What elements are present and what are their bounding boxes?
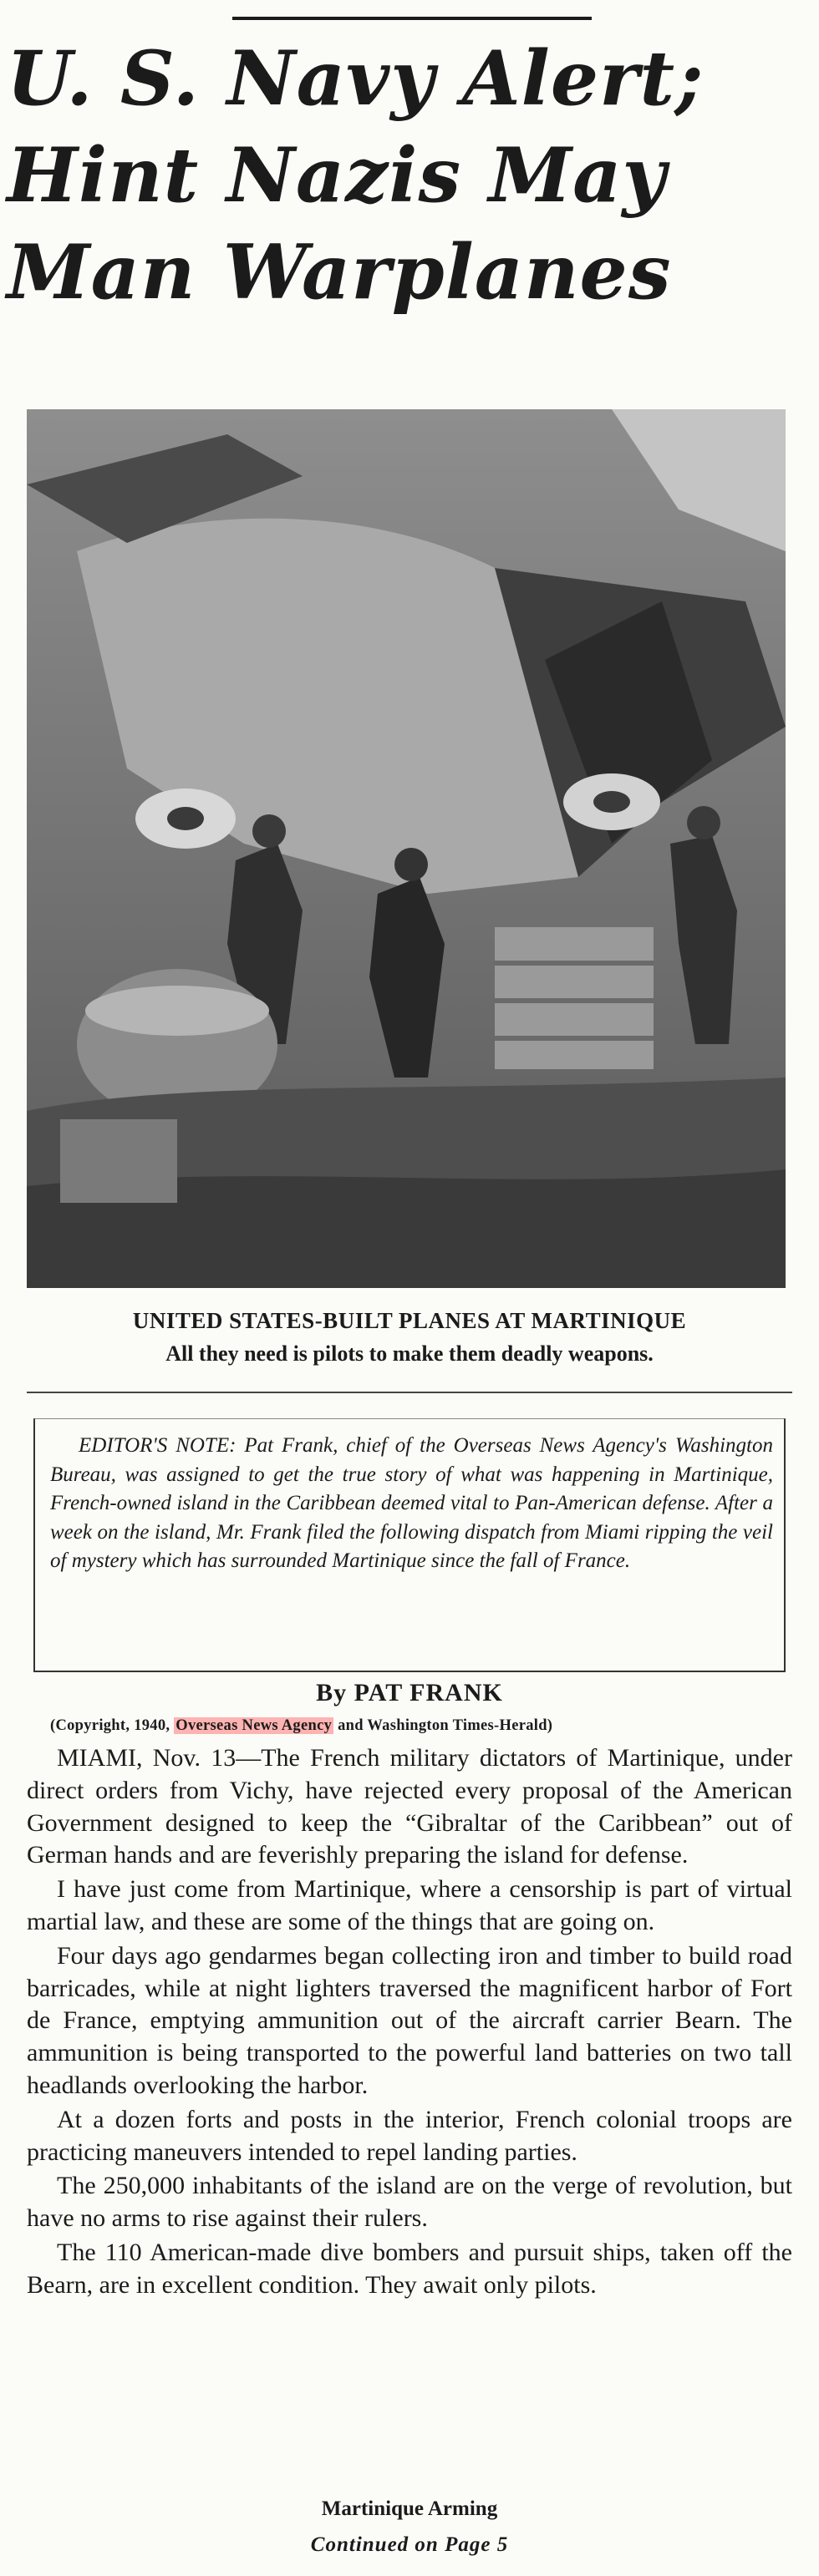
copyright-prefix: (Copyright, 1940,	[50, 1717, 170, 1734]
editor-note: EDITOR'S NOTE: Pat Frank, chief of the Overseas News Agency's Washington Bureau, was assigned to get the true story of what was happening in Martinique, French-owned island in the Caribbean deemed vital to Pan-American defense. After a week on the island, Mr. Frank filed the following dispatch from Miami ripping the veil of mystery which has surrounded Martinique since the fall of France.	[50, 1434, 773, 1572]
copyright-suffix: and Washington Times-Herald)	[338, 1717, 553, 1734]
article-paragraph: I have just come from Martinique, where a censorship is part of virtual martial law, and these are some of the things that are going on.	[27, 1875, 792, 1935]
article-paragraph: At a dozen forts and posts in the interior, French colonial troops are practicing maneuvers intended to repel landing parties.	[27, 2105, 792, 2166]
article-paragraph: The 110 American-made dive bombers and pursuit ships, taken off the Bearn, are in excellent condition. They await only pilots.	[27, 2238, 792, 2299]
photo-caption-title: UNITED STATES-BUILT PLANES AT MARTINIQUE	[132, 1308, 687, 1333]
headline	[0, 30, 819, 321]
headline-line-3: Man Warplanes	[7, 228, 672, 317]
top-rule	[232, 17, 592, 20]
article-body	[27, 1742, 792, 2304]
jump-headline: Martinique Arming	[321, 2497, 498, 2520]
headline-line-2: Hint Nazis May	[7, 131, 667, 220]
copyright-line	[50, 1717, 786, 1735]
byline: By PAT FRANK	[316, 1679, 503, 1706]
article-paragraph: MIAMI, Nov. 13—The French military dictators of Martinique, under direct orders from Vichy, have rejected every proposal of the American Government designed to keep the “Gibraltar of the Caribbean” out of German hands and are feverishly preparing the island for defense.	[27, 1744, 792, 1869]
highlighted-agency-name: Overseas News Agency	[176, 1717, 333, 1734]
article-paragraph: The 250,000 inhabitants of the island are on the verge of revolution, but have no arms to rise against their rulers.	[27, 2172, 792, 2233]
caption-divider	[27, 1392, 792, 1393]
continued-on-page[interactable]: Continued on Page 5	[310, 2533, 509, 2556]
news-photo	[27, 409, 786, 1288]
headline-line-1: U. S. Navy Alert;	[7, 34, 705, 123]
photo-caption-subtitle: All they need is pilots to make them deadly weapons.	[165, 1341, 654, 1366]
article-paragraph: Four days ago gendarmes began collecting iron and timber to build road barricades, while at night lighters traversed the magnificent harbor of Fort de France, emptying ammunition out of the aircraft carrier Bearn. The ammunition is being transported to the powerful land batteries on two tall headlands overlooking the harbor.	[27, 1941, 792, 2099]
